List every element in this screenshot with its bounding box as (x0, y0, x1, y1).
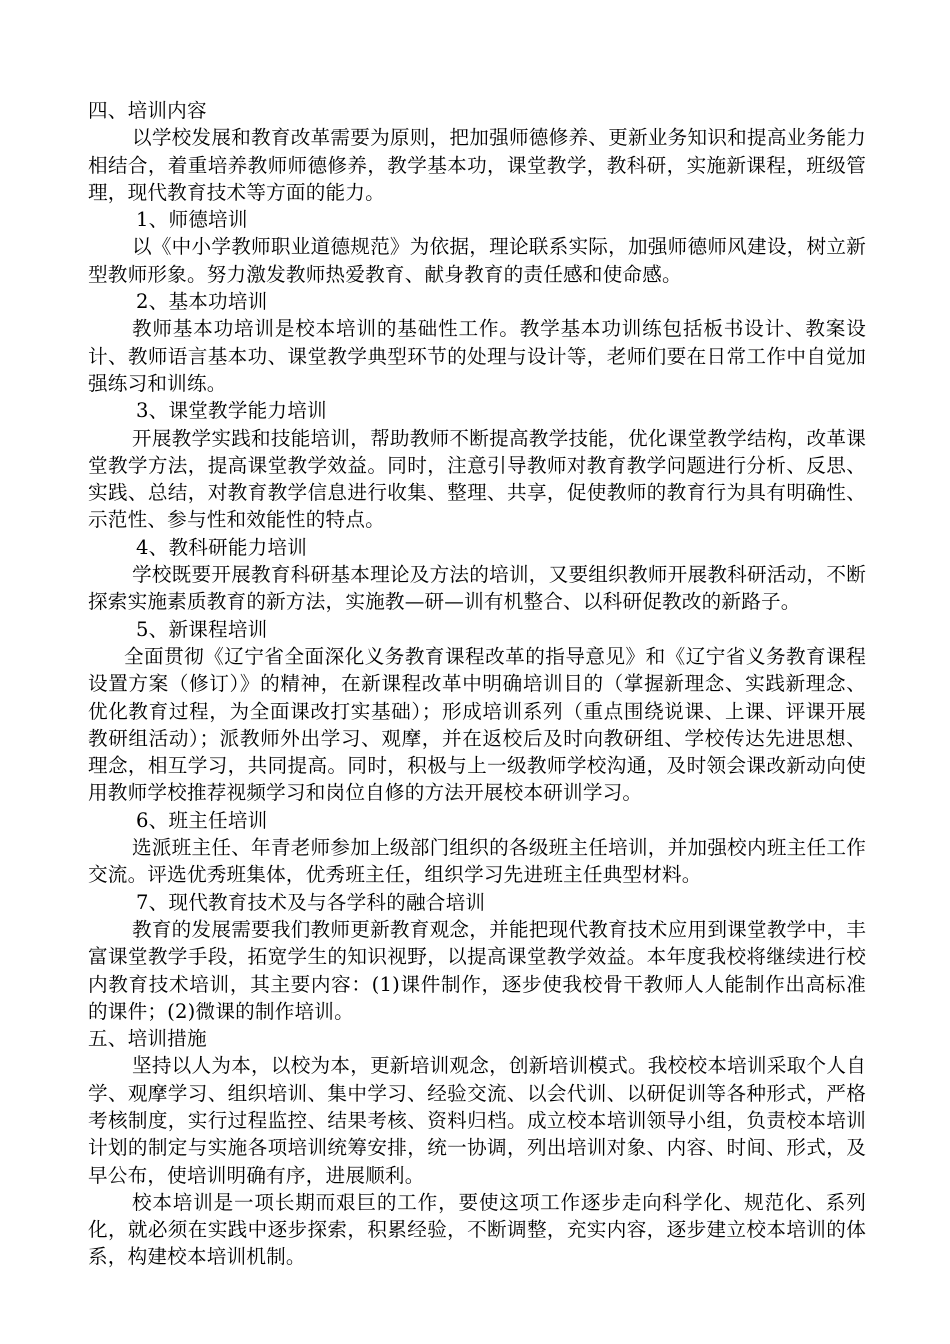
item-5-title: 5、新课程培训 (136, 617, 268, 641)
section-4-heading: 四、培训内容 (88, 99, 207, 122)
section-4-intro: 以学校发展和教育改革需要为原则，把加强师德修养、更新业务知识和提高业务能力相结合，着重培养教师师德修养，教学基本功，课堂教学，教科研，实施新课程，班级管理，现代教育技术等方面的能力。 (88, 126, 866, 204)
item-2-title: 2、基本功培训 (136, 290, 268, 314)
item-2-body: 教师基本功培训是校本培训的基础性工作。教学基本功训练包括板书设计、教案设计、教师语言基本功、课堂教学典型环节的处理与设计等，老师们要在日常工作中自觉加强练习和训练。 (88, 317, 866, 395)
item-7-body: 教育的发展需要我们教师更新教育观念，并能把现代教育技术应用到课堂教学中，丰富课堂教学手段，拓宽学生的知识视野，以提高课堂教学效益。本年度我校将继续进行校内教育技术培训，其主要内容：(1)课件制作，逐步使我校骨干教师人人能制作出高标准的课件；(2)微课的制作培训。 (88, 917, 866, 1023)
item-6-body: 选派班主任、年青老师参加上级部门组织的各级班主任培训，并加强校内班主任工作交流。评选优秀班集体，优秀班主任，组织学习先进班主任典型材料。 (88, 836, 866, 887)
item-1-title: 1、师德培训 (136, 208, 248, 232)
section-5-paragraph-1: 坚持以人为本，以校为本，更新培训观念，创新培训模式。我校校本培训采取个人自学、观摩学习、组织培训、集中学习、经验交流、以会代训、以研促训等各种形式，严格考核制度，实行过程监控、结果考核、资料归档。成立校本培训领导小组，负责校本培训计划的制定与实施各项培训统筹安排，统一协调，列出培训对象、内容、时间、形式，及早公布，使培训明确有序，进展顺利。 (88, 1054, 866, 1187)
item-4-title: 4、教科研能力培训 (136, 535, 308, 559)
item-3-title: 3、课堂教学能力培训 (136, 399, 327, 423)
section-5-heading: 五、培训措施 (88, 1027, 207, 1051)
item-1-body: 以《中小学教师职业道德规范》为依据，理论联系实际，加强师德师风建设，树立新型教师形象。努力激发教师热爱教育、献身教育的责任感和使命感。 (88, 235, 866, 286)
item-5-body: 全面贯彻《辽宁省全面深化义务教育课程改革的指导意见》和《辽宁省义务教育课程设置方案（修订）》的精神，在新课程改革中明确培训目的（掌握新理念、实践新理念、优化教育过程，为全面课改打实基础）；形成培训系列（重点围绕说课、上课、评课开展教研组活动）；派教师外出学习、观摩，并在返校后及时向教研组、学校传达先进思想、理念，相互学习，共同提高。同时，积极与上一级教师学校沟通，及时领会课改新动向使用教师学校推荐视频学习和岗位自修的方法开展校本研训学习。 (88, 644, 866, 805)
item-6-title: 6、班主任培训 (136, 808, 268, 832)
item-3-body: 开展教学实践和技能培训，帮助教师不断提高教学技能，优化课堂教学结构，改革课堂教学方法，提高课堂教学效益。同时，注意引导教师对教育教学问题进行分析、反思、实践、总结，对教育教学信息进行收集、整理、共享，促使教师的教育行为具有明确性、示范性、参与性和效能性的特点。 (88, 426, 866, 532)
item-4-body: 学校既要开展教育科研基本理论及方法的培训，又要组织教师开展教科研活动，不断探索实施素质教育的新方法，实施教—研—训有机整合、以科研促教改的新路子。 (88, 563, 866, 614)
section-5-paragraph-2: 校本培训是一项长期而艰巨的工作，要使这项工作逐步走向科学化、规范化、系列化，就必须在实践中逐步探索，积累经验，不断调整，充实内容，逐步建立校本培训的体系，构建校本培训机制。 (88, 1190, 866, 1269)
document-page (88, 97, 866, 1271)
item-7-title: 7、现代教育技术及与各学科的融合培训 (136, 890, 486, 914)
